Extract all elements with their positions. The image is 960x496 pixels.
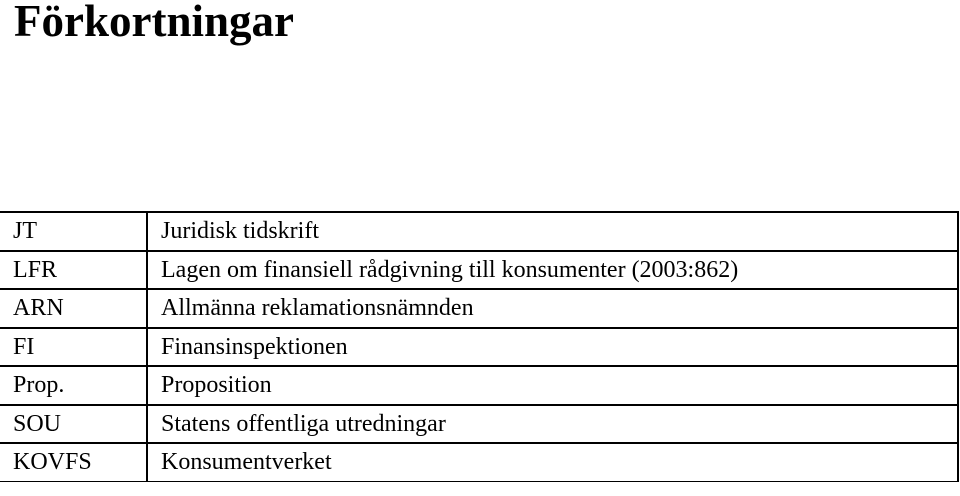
- meaning-cell: Proposition: [147, 366, 958, 405]
- table-row: [0, 443, 958, 481]
- abbreviation-cell: KOVFS: [0, 443, 147, 481]
- abbreviation-cell: ARN: [0, 289, 147, 328]
- meaning-cell: Lagen om finansiell rådgivning till konsumenter (2003:862): [147, 251, 958, 290]
- meaning-cell: Finansinspektionen: [147, 328, 958, 367]
- table-row: [0, 405, 958, 444]
- abbreviation-cell: LFR: [0, 251, 147, 290]
- abbreviation-cell: FI: [0, 328, 147, 367]
- table-row: [0, 251, 958, 290]
- meaning-cell: Allmänna reklamationsnämnden: [147, 289, 958, 328]
- abbreviation-cell: SOU: [0, 405, 147, 444]
- abbreviation-cell: JT: [0, 212, 147, 251]
- meaning-cell: Juridisk tidskrift: [147, 212, 958, 251]
- abbreviation-cell: Prop.: [0, 366, 147, 405]
- abbreviations-table: [0, 211, 959, 482]
- table-row: [0, 328, 958, 367]
- page-title: Förkortningar: [14, 0, 294, 46]
- table-row: [0, 289, 958, 328]
- table-row: [0, 212, 958, 251]
- meaning-cell: Konsumentverket: [147, 443, 958, 481]
- meaning-cell: Statens offentliga utredningar: [147, 405, 958, 444]
- table-row: [0, 366, 958, 405]
